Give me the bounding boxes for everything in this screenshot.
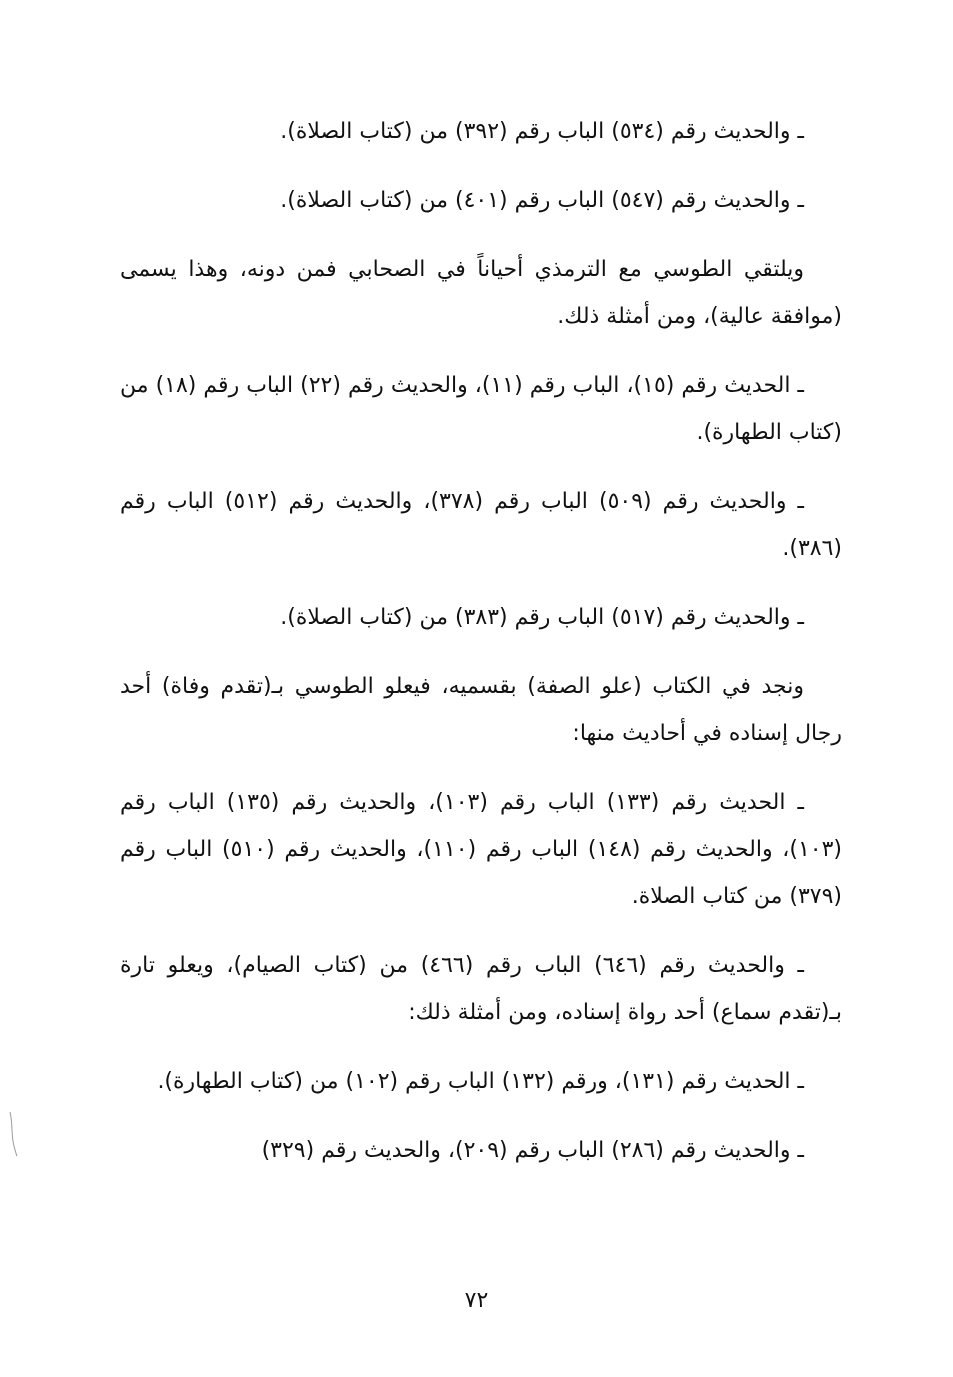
- paragraph-2: ـ والحديث رقم (٥٤٧) الباب رقم (٤٠١) من (كتاب الصلاة).: [280, 188, 804, 213]
- paragraph-4: ـ الحديث رقم (١٥)، الباب رقم (١١)، والحديث رقم (٢٢) الباب رقم (١٨) من (كتاب الطهارة).: [120, 373, 842, 445]
- paragraph-11: ـ والحديث رقم (٢٨٦) الباب رقم (٢٠٩)، والحديث رقم (٣٢٩): [261, 1138, 804, 1163]
- paragraph-10: ـ الحديث رقم (١٣١)، ورقم (١٣٢) الباب رقم (١٠٢) من (كتاب الطهارة).: [157, 1069, 804, 1094]
- scan-edge-mark: [8, 1110, 18, 1158]
- page-number: ٧٢: [464, 1288, 489, 1313]
- paragraph-7: ونجد في الكتاب (علو الصفة) بقسميه، فيعلو الطوسي بـ(تقدم وفاة) أحد رجال إسناده في أحاديث منها:: [120, 674, 842, 746]
- paragraph-5: ـ والحديث رقم (٥٠٩) الباب رقم (٣٧٨)، والحديث رقم (٥١٢) الباب رقم (٣٨٦).: [120, 489, 842, 561]
- paragraph-1: ـ والحديث رقم (٥٣٤) الباب رقم (٣٩٢) من (كتاب الصلاة).: [280, 119, 804, 144]
- paragraph-8: ـ الحديث رقم (١٣٣) الباب رقم (١٠٣)، والحديث رقم (١٣٥) الباب رقم (١٠٣)، والحديث رقم (١٤٨) الباب رقم (١١٠)، والحديث رقم (٥١٠) الباب رقم (٣٧٩) من كتاب الصلاة.: [120, 790, 842, 909]
- page-body-text: [120, 108, 842, 1196]
- paragraph-9: ـ والحديث رقم (٦٤٦) الباب رقم (٤٦٦) من (كتاب الصيام)، ويعلو تارة بـ(تقدم سماع) أحد رواة إسناده، ومن أمثلة ذلك:: [120, 953, 842, 1025]
- paragraph-6: ـ والحديث رقم (٥١٧) الباب رقم (٣٨٣) من (كتاب الصلاة).: [280, 605, 804, 630]
- paragraph-3: ويلتقي الطوسي مع الترمذي أحياناً في الصحابي فمن دونه، وهذا يسمى (موافقة عالية)، ومن أمثلة ذلك.: [120, 257, 842, 329]
